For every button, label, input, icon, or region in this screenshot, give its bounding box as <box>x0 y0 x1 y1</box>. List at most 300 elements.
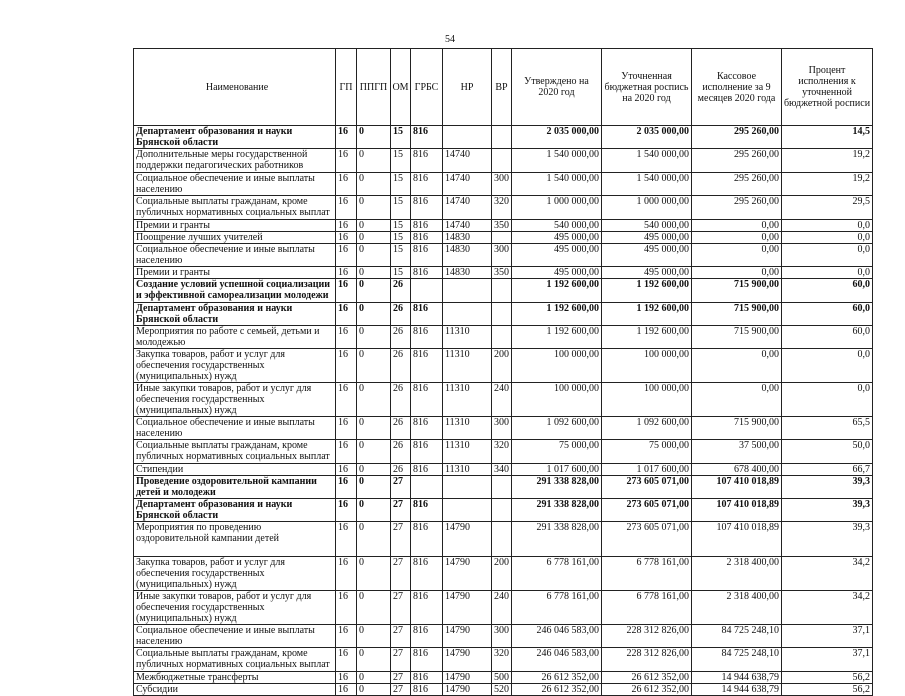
cell-cash: 107 410 018,89 <box>692 499 782 522</box>
cell-name: Закупка товаров, работ и услуг для обеспечения государственных (муниципальных) нужд <box>134 349 336 383</box>
cell-name: Социальные выплаты гражданам, кроме публичных нормативных социальных выплат <box>134 648 336 672</box>
cell-ppgp: 0 <box>357 279 391 303</box>
cell-nr: 14740 <box>443 196 492 220</box>
cell-name: Мероприятия по работе с семьей, детьми и молодежью <box>134 326 336 349</box>
cell-ppgp: 0 <box>357 267 391 279</box>
cell-om: 26 <box>391 349 411 383</box>
cell-gp: 16 <box>336 440 357 464</box>
cell-name: Социальное обеспечение и иные выплаты населению <box>134 173 336 196</box>
cell-om: 26 <box>391 440 411 464</box>
table-row <box>134 196 873 220</box>
cell-nr: 11310 <box>443 383 492 417</box>
cell-name: Премии и гранты <box>134 220 336 232</box>
cell-grbs: 816 <box>411 303 443 326</box>
cell-percent: 14,5 <box>782 126 873 149</box>
table-row <box>134 149 873 173</box>
cell-nr: 14790 <box>443 557 492 591</box>
cell-vr: 300 <box>492 625 512 648</box>
header-approved: Утверждено на 2020 год <box>512 49 602 126</box>
cell-grbs: 816 <box>411 326 443 349</box>
cell-cash: 0,00 <box>692 244 782 267</box>
cell-grbs: 816 <box>411 232 443 244</box>
cell-om: 27 <box>391 648 411 672</box>
cell-gp: 16 <box>336 625 357 648</box>
cell-om: 15 <box>391 232 411 244</box>
cell-vr: 350 <box>492 267 512 279</box>
cell-cash: 295 260,00 <box>692 196 782 220</box>
cell-vr: 340 <box>492 464 512 476</box>
budget-execution-table <box>133 48 873 696</box>
cell-percent: 65,5 <box>782 417 873 440</box>
cell-percent: 19,2 <box>782 173 873 196</box>
cell-cash: 0,00 <box>692 267 782 279</box>
cell-refined: 1 000 000,00 <box>602 196 692 220</box>
cell-ppgp: 0 <box>357 303 391 326</box>
cell-cash: 2 318 400,00 <box>692 591 782 625</box>
cell-vr <box>492 326 512 349</box>
cell-nr: 14740 <box>443 220 492 232</box>
table-row <box>134 417 873 440</box>
header-grbs: ГРБС <box>411 49 443 126</box>
cell-gp: 16 <box>336 267 357 279</box>
table-row <box>134 522 873 557</box>
cell-percent: 34,2 <box>782 591 873 625</box>
cell-gp: 16 <box>336 196 357 220</box>
cell-nr: 14790 <box>443 684 492 696</box>
table-row <box>134 591 873 625</box>
cell-name: Дополнительные меры государственной поддержки педагогических работников <box>134 149 336 173</box>
table-row <box>134 267 873 279</box>
cell-vr: 300 <box>492 417 512 440</box>
cell-vr: 300 <box>492 173 512 196</box>
cell-vr <box>492 476 512 499</box>
table-row <box>134 126 873 149</box>
table-row <box>134 648 873 672</box>
header-name: Наименование <box>134 49 336 126</box>
page-number: 54 <box>445 34 455 45</box>
cell-cash: 84 725 248,10 <box>692 648 782 672</box>
cell-percent: 39,3 <box>782 499 873 522</box>
cell-approved: 26 612 352,00 <box>512 672 602 684</box>
cell-om: 27 <box>391 499 411 522</box>
table-row <box>134 303 873 326</box>
cell-om: 27 <box>391 476 411 499</box>
cell-approved: 1 540 000,00 <box>512 173 602 196</box>
cell-refined: 273 605 071,00 <box>602 499 692 522</box>
cell-om: 27 <box>391 557 411 591</box>
cell-gp: 16 <box>336 126 357 149</box>
cell-om: 15 <box>391 267 411 279</box>
table-row <box>134 440 873 464</box>
cell-vr: 320 <box>492 196 512 220</box>
cell-grbs: 816 <box>411 173 443 196</box>
cell-nr: 14740 <box>443 173 492 196</box>
cell-gp: 16 <box>336 232 357 244</box>
cell-refined: 100 000,00 <box>602 349 692 383</box>
cell-om: 26 <box>391 464 411 476</box>
cell-gp: 16 <box>336 417 357 440</box>
cell-grbs: 816 <box>411 625 443 648</box>
table-body <box>134 126 873 696</box>
cell-percent: 0,0 <box>782 220 873 232</box>
cell-om: 15 <box>391 149 411 173</box>
cell-nr <box>443 476 492 499</box>
cell-name: Социальные выплаты гражданам, кроме публичных нормативных социальных выплат <box>134 196 336 220</box>
cell-cash: 295 260,00 <box>692 173 782 196</box>
cell-vr <box>492 522 512 557</box>
cell-grbs: 816 <box>411 349 443 383</box>
cell-gp: 16 <box>336 557 357 591</box>
cell-cash: 107 410 018,89 <box>692 522 782 557</box>
cell-name: Поощрение лучших учителей <box>134 232 336 244</box>
cell-cash: 0,00 <box>692 220 782 232</box>
cell-nr: 14830 <box>443 267 492 279</box>
cell-ppgp: 0 <box>357 244 391 267</box>
cell-ppgp: 0 <box>357 648 391 672</box>
cell-grbs: 816 <box>411 522 443 557</box>
cell-om: 27 <box>391 684 411 696</box>
cell-approved: 100 000,00 <box>512 349 602 383</box>
cell-grbs: 816 <box>411 464 443 476</box>
cell-cash: 295 260,00 <box>692 126 782 149</box>
table-row <box>134 557 873 591</box>
cell-name: Иные закупки товаров, работ и услуг для обеспечения государственных (муниципальных) нужд <box>134 383 336 417</box>
cell-grbs: 816 <box>411 267 443 279</box>
cell-name: Иные закупки товаров, работ и услуг для обеспечения государственных (муниципальных) нужд <box>134 591 336 625</box>
cell-gp: 16 <box>336 591 357 625</box>
cell-ppgp: 0 <box>357 173 391 196</box>
cell-cash: 715 900,00 <box>692 417 782 440</box>
cell-om: 26 <box>391 417 411 440</box>
cell-gp: 16 <box>336 522 357 557</box>
cell-om: 26 <box>391 303 411 326</box>
cell-vr <box>492 126 512 149</box>
header-cash: Кассовое исполнение за 9 месяцев 2020 года <box>692 49 782 126</box>
cell-nr: 14790 <box>443 591 492 625</box>
cell-percent: 56,2 <box>782 672 873 684</box>
cell-refined: 1 192 600,00 <box>602 326 692 349</box>
cell-nr: 11310 <box>443 326 492 349</box>
cell-nr: 14740 <box>443 149 492 173</box>
cell-nr: 11310 <box>443 417 492 440</box>
cell-vr: 320 <box>492 440 512 464</box>
cell-om: 26 <box>391 326 411 349</box>
cell-approved: 291 338 828,00 <box>512 522 602 557</box>
cell-percent: 19,2 <box>782 149 873 173</box>
cell-refined: 6 778 161,00 <box>602 591 692 625</box>
cell-name: Социальное обеспечение и иные выплаты населению <box>134 244 336 267</box>
cell-cash: 0,00 <box>692 232 782 244</box>
cell-cash: 84 725 248,10 <box>692 625 782 648</box>
cell-cash: 678 400,00 <box>692 464 782 476</box>
cell-name: Создание условий успешной социализации и эффективной самореализации молодежи <box>134 279 336 303</box>
cell-approved: 1 192 600,00 <box>512 326 602 349</box>
cell-refined: 1 192 600,00 <box>602 303 692 326</box>
cell-gp: 16 <box>336 648 357 672</box>
cell-gp: 16 <box>336 149 357 173</box>
cell-name: Департамент образования и науки Брянской области <box>134 303 336 326</box>
table-row <box>134 326 873 349</box>
cell-grbs: 816 <box>411 220 443 232</box>
cell-percent: 39,3 <box>782 476 873 499</box>
cell-ppgp: 0 <box>357 220 391 232</box>
table-row <box>134 672 873 684</box>
cell-percent: 37,1 <box>782 648 873 672</box>
cell-grbs: 816 <box>411 196 443 220</box>
cell-cash: 715 900,00 <box>692 279 782 303</box>
cell-gp: 16 <box>336 326 357 349</box>
header-percent: Процент исполнения к уточненной бюджетной росписи <box>782 49 873 126</box>
cell-ppgp: 0 <box>357 149 391 173</box>
table-row <box>134 173 873 196</box>
cell-cash: 295 260,00 <box>692 149 782 173</box>
header-nr: НР <box>443 49 492 126</box>
cell-grbs: 816 <box>411 591 443 625</box>
cell-nr <box>443 126 492 149</box>
cell-approved: 75 000,00 <box>512 440 602 464</box>
cell-name: Департамент образования и науки Брянской области <box>134 126 336 149</box>
cell-approved: 540 000,00 <box>512 220 602 232</box>
cell-grbs: 816 <box>411 672 443 684</box>
cell-percent: 0,0 <box>782 232 873 244</box>
cell-refined: 1 540 000,00 <box>602 149 692 173</box>
cell-name: Социальное обеспечение и иные выплаты населению <box>134 417 336 440</box>
cell-percent: 29,5 <box>782 196 873 220</box>
header-gp: ГП <box>336 49 357 126</box>
table-row <box>134 244 873 267</box>
cell-vr: 200 <box>492 557 512 591</box>
cell-gp: 16 <box>336 684 357 696</box>
cell-cash: 715 900,00 <box>692 303 782 326</box>
header-vr: ВР <box>492 49 512 126</box>
cell-om: 15 <box>391 173 411 196</box>
cell-approved: 1 192 600,00 <box>512 303 602 326</box>
cell-ppgp: 0 <box>357 684 391 696</box>
cell-refined: 1 092 600,00 <box>602 417 692 440</box>
cell-refined: 1 540 000,00 <box>602 173 692 196</box>
cell-approved: 495 000,00 <box>512 232 602 244</box>
cell-nr: 11310 <box>443 349 492 383</box>
cell-refined: 1 192 600,00 <box>602 279 692 303</box>
cell-cash: 37 500,00 <box>692 440 782 464</box>
cell-om: 15 <box>391 126 411 149</box>
cell-approved: 2 035 000,00 <box>512 126 602 149</box>
cell-grbs <box>411 279 443 303</box>
cell-om: 27 <box>391 522 411 557</box>
cell-om: 15 <box>391 220 411 232</box>
cell-vr: 350 <box>492 220 512 232</box>
cell-grbs: 816 <box>411 149 443 173</box>
cell-name: Премии и гранты <box>134 267 336 279</box>
cell-percent: 0,0 <box>782 383 873 417</box>
cell-percent: 60,0 <box>782 279 873 303</box>
table-row <box>134 499 873 522</box>
cell-nr: 14790 <box>443 522 492 557</box>
cell-approved: 1 017 600,00 <box>512 464 602 476</box>
cell-gp: 16 <box>336 173 357 196</box>
cell-approved: 6 778 161,00 <box>512 557 602 591</box>
header-om: ОМ <box>391 49 411 126</box>
cell-ppgp: 0 <box>357 464 391 476</box>
cell-refined: 6 778 161,00 <box>602 557 692 591</box>
cell-om: 26 <box>391 279 411 303</box>
cell-ppgp: 0 <box>357 591 391 625</box>
table-row <box>134 349 873 383</box>
cell-grbs: 816 <box>411 440 443 464</box>
cell-refined: 495 000,00 <box>602 232 692 244</box>
cell-vr: 520 <box>492 684 512 696</box>
cell-nr: 11310 <box>443 440 492 464</box>
cell-nr <box>443 279 492 303</box>
cell-nr: 14830 <box>443 232 492 244</box>
cell-ppgp: 0 <box>357 126 391 149</box>
cell-grbs: 816 <box>411 499 443 522</box>
cell-approved: 246 046 583,00 <box>512 648 602 672</box>
cell-refined: 2 035 000,00 <box>602 126 692 149</box>
cell-om: 15 <box>391 244 411 267</box>
cell-percent: 0,0 <box>782 244 873 267</box>
cell-nr: 14790 <box>443 625 492 648</box>
cell-approved: 291 338 828,00 <box>512 499 602 522</box>
cell-percent: 39,3 <box>782 522 873 557</box>
cell-ppgp: 0 <box>357 476 391 499</box>
cell-ppgp: 0 <box>357 417 391 440</box>
cell-approved: 1 540 000,00 <box>512 149 602 173</box>
header-refined: Уточненная бюджетная роспись на 2020 год <box>602 49 692 126</box>
cell-vr: 240 <box>492 383 512 417</box>
cell-refined: 228 312 826,00 <box>602 648 692 672</box>
cell-approved: 495 000,00 <box>512 267 602 279</box>
cell-ppgp: 0 <box>357 672 391 684</box>
cell-om: 26 <box>391 383 411 417</box>
cell-cash: 14 944 638,79 <box>692 672 782 684</box>
cell-refined: 540 000,00 <box>602 220 692 232</box>
cell-nr: 11310 <box>443 464 492 476</box>
cell-refined: 273 605 071,00 <box>602 522 692 557</box>
cell-refined: 228 312 826,00 <box>602 625 692 648</box>
cell-nr: 14830 <box>443 244 492 267</box>
cell-nr <box>443 499 492 522</box>
cell-refined: 26 612 352,00 <box>602 684 692 696</box>
cell-nr: 14790 <box>443 648 492 672</box>
cell-approved: 1 092 600,00 <box>512 417 602 440</box>
cell-vr <box>492 232 512 244</box>
cell-gp: 16 <box>336 383 357 417</box>
cell-cash: 107 410 018,89 <box>692 476 782 499</box>
cell-grbs: 816 <box>411 244 443 267</box>
cell-ppgp: 0 <box>357 625 391 648</box>
cell-nr <box>443 303 492 326</box>
cell-gp: 16 <box>336 279 357 303</box>
cell-percent: 34,2 <box>782 557 873 591</box>
cell-gp: 16 <box>336 476 357 499</box>
cell-percent: 37,1 <box>782 625 873 648</box>
cell-vr <box>492 279 512 303</box>
cell-vr: 300 <box>492 244 512 267</box>
cell-vr: 500 <box>492 672 512 684</box>
cell-grbs: 816 <box>411 417 443 440</box>
cell-percent: 0,0 <box>782 349 873 383</box>
table-row <box>134 279 873 303</box>
cell-approved: 26 612 352,00 <box>512 684 602 696</box>
table-row <box>134 684 873 696</box>
cell-gp: 16 <box>336 244 357 267</box>
cell-grbs: 816 <box>411 126 443 149</box>
cell-name: Закупка товаров, работ и услуг для обеспечения государственных (муниципальных) нужд <box>134 557 336 591</box>
cell-om: 27 <box>391 625 411 648</box>
cell-name: Стипендии <box>134 464 336 476</box>
cell-percent: 60,0 <box>782 326 873 349</box>
table-row <box>134 232 873 244</box>
cell-cash: 14 944 638,79 <box>692 684 782 696</box>
cell-percent: 50,0 <box>782 440 873 464</box>
cell-vr: 200 <box>492 349 512 383</box>
cell-cash: 0,00 <box>692 383 782 417</box>
cell-approved: 1 000 000,00 <box>512 196 602 220</box>
cell-cash: 0,00 <box>692 349 782 383</box>
cell-gp: 16 <box>336 349 357 383</box>
cell-refined: 495 000,00 <box>602 267 692 279</box>
cell-percent: 56,2 <box>782 684 873 696</box>
cell-refined: 495 000,00 <box>602 244 692 267</box>
cell-name: Социальное обеспечение и иные выплаты населению <box>134 625 336 648</box>
cell-approved: 495 000,00 <box>512 244 602 267</box>
cell-cash: 715 900,00 <box>692 326 782 349</box>
cell-om: 27 <box>391 591 411 625</box>
cell-ppgp: 0 <box>357 499 391 522</box>
cell-ppgp: 0 <box>357 522 391 557</box>
table-row <box>134 476 873 499</box>
table-row <box>134 464 873 476</box>
cell-name: Субсидии <box>134 684 336 696</box>
cell-name: Межбюджетные трансферты <box>134 672 336 684</box>
cell-grbs: 816 <box>411 648 443 672</box>
cell-ppgp: 0 <box>357 326 391 349</box>
cell-grbs <box>411 476 443 499</box>
cell-gp: 16 <box>336 499 357 522</box>
cell-refined: 75 000,00 <box>602 440 692 464</box>
cell-ppgp: 0 <box>357 349 391 383</box>
cell-vr: 240 <box>492 591 512 625</box>
cell-approved: 100 000,00 <box>512 383 602 417</box>
table-row <box>134 220 873 232</box>
cell-om: 27 <box>391 672 411 684</box>
cell-name: Мероприятия по проведению оздоровительной кампании детей <box>134 522 336 557</box>
cell-name: Департамент образования и науки Брянской области <box>134 499 336 522</box>
cell-vr <box>492 149 512 173</box>
cell-ppgp: 0 <box>357 557 391 591</box>
cell-refined: 100 000,00 <box>602 383 692 417</box>
table-header-row <box>134 49 873 126</box>
cell-refined: 1 017 600,00 <box>602 464 692 476</box>
cell-ppgp: 0 <box>357 232 391 244</box>
cell-vr <box>492 303 512 326</box>
cell-approved: 246 046 583,00 <box>512 625 602 648</box>
table-row <box>134 625 873 648</box>
cell-approved: 1 192 600,00 <box>512 279 602 303</box>
cell-name: Социальные выплаты гражданам, кроме публичных нормативных социальных выплат <box>134 440 336 464</box>
cell-name: Проведение оздоровительной кампании детей и молодежи <box>134 476 336 499</box>
cell-gp: 16 <box>336 303 357 326</box>
cell-gp: 16 <box>336 464 357 476</box>
cell-cash: 2 318 400,00 <box>692 557 782 591</box>
header-ppgp: ППГП <box>357 49 391 126</box>
cell-refined: 273 605 071,00 <box>602 476 692 499</box>
cell-vr: 320 <box>492 648 512 672</box>
cell-gp: 16 <box>336 220 357 232</box>
cell-ppgp: 0 <box>357 440 391 464</box>
cell-vr <box>492 499 512 522</box>
